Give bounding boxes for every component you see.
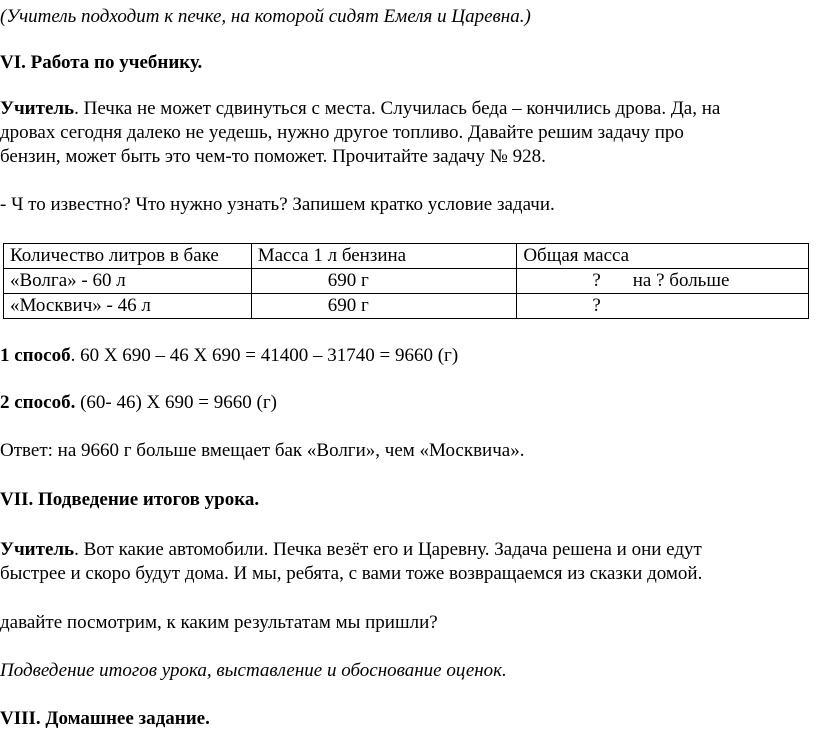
method-1-text: . 60 Х 690 – 46 Х 690 = 41400 – 31740 = 9660 (г): [70, 345, 459, 366]
method-2-line: [0, 391, 277, 415]
section-7-heading: VII. Подведение итогов урока.: [0, 489, 260, 510]
table-cell-mass: 690 г: [251, 294, 517, 319]
teacher-paragraph-2-line-2: быстрее и скоро будут дома. И мы, ребята, с вами тоже возвращаемся из сказки домой.: [0, 563, 703, 584]
teacher-paragraph-1-line-1: [0, 97, 720, 121]
answer-line: Ответ: на 9660 г больше вмещает бак «Волги», чем «Москвича».: [0, 440, 525, 461]
table-row: [4, 269, 809, 294]
teacher-paragraph-1-line-2: дровах сегодня далеко не уедешь, нужно другое топливо. Давайте решим задачу про: [0, 122, 684, 143]
table-cell-car: «Москвич» - 46 л: [4, 294, 252, 319]
unknown-mark: ?: [592, 295, 601, 316]
teacher-text: . Вот какие автомобили. Печка везёт его и Царевну. Задача решена и они едут: [74, 539, 702, 560]
method-1-label: 1 способ: [0, 345, 71, 366]
teacher-label: Учитель: [0, 539, 75, 560]
results-question-line: давайте посмотрим, к каким результатам мы пришли?: [0, 612, 438, 633]
table-row: [4, 294, 809, 319]
difference-note: на ? больше: [632, 270, 730, 291]
table-header-row: [4, 244, 809, 269]
table-cell-car: «Волга» - 60 л: [4, 269, 252, 294]
teacher-text: . Печка не может сдвинуться с места. Случилась беда – кончились дрова. Да, на: [74, 98, 721, 119]
method-2-label: 2 способ.: [0, 392, 76, 413]
section-6-heading: VI. Работа по учебнику.: [0, 52, 203, 73]
teacher-paragraph-2-line-1: [0, 538, 702, 562]
table-header-cell: Количество литров в баке: [4, 244, 252, 269]
section-8-heading: VIII. Домашнее задание.: [0, 708, 210, 729]
question-line: - Ч то известно? Что нужно узнать? Запишем кратко условие задачи.: [0, 194, 555, 215]
method-2-text: (60- 46) Х 690 = 9660 (г): [75, 392, 277, 413]
table-header-cell: Масса 1 л бензина: [251, 244, 517, 269]
intro-stage-direction: (Учитель подходит к печке, на которой сидят Емеля и Царевна.): [0, 6, 531, 27]
table-cell-mass: 690 г: [251, 269, 517, 294]
unknown-mark: ?: [592, 270, 601, 291]
teacher-paragraph-1-line-3: бензин, может быть это чем-то поможет. Прочитайте задачу № 928.: [0, 146, 546, 167]
summary-line: Подведение итогов урока, выставление и обоснование оценок.: [0, 660, 507, 681]
task-condition-table: [3, 243, 809, 319]
table-cell-total: [517, 269, 809, 294]
teacher-label: Учитель: [0, 98, 75, 119]
method-1-line: [0, 344, 458, 368]
table-header-cell: Общая масса: [517, 244, 809, 269]
table-cell-total: [517, 294, 809, 319]
